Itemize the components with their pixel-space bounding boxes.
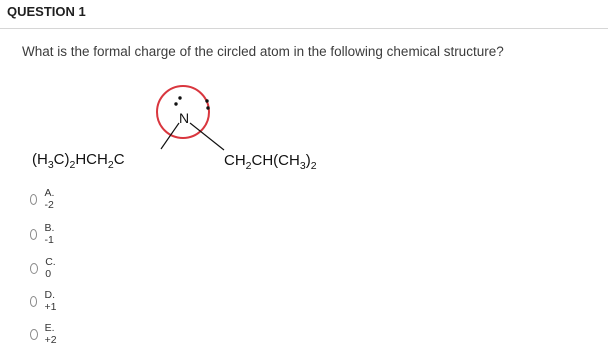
right-group-formula: $CH_2CH(CH_3)_2$ <box>224 152 317 172</box>
question-heading: QUESTION 1 <box>7 4 86 19</box>
lone-pair-dot <box>174 102 177 105</box>
option-c[interactable] <box>30 256 59 280</box>
lone-pair-dot <box>205 99 208 102</box>
option-label: E. +2 <box>44 322 57 346</box>
lone-pair-dot <box>178 96 181 99</box>
bond-right <box>190 123 224 150</box>
radio-button[interactable] <box>30 329 38 340</box>
bond-left <box>161 123 179 149</box>
option-e[interactable] <box>30 322 60 346</box>
option-d[interactable] <box>30 289 60 313</box>
option-label: D. +1 <box>44 289 57 313</box>
radio-button[interactable] <box>30 229 37 240</box>
circled-atom-label: N <box>179 110 190 126</box>
lone-pair-dot <box>206 106 209 109</box>
left-group-formula: $(H_3C)_2HCH_2C$ <box>32 151 125 171</box>
option-label: A. -2 <box>44 187 55 211</box>
option-a[interactable] <box>30 187 58 211</box>
option-b[interactable] <box>30 222 58 246</box>
option-label: B. -1 <box>44 222 55 246</box>
radio-button[interactable] <box>30 194 37 205</box>
radio-button[interactable] <box>30 263 38 274</box>
question-text: What is the formal charge of the circled atom in the following chemical structure? <box>22 44 504 59</box>
option-label: C. 0 <box>45 256 56 280</box>
radio-button[interactable] <box>30 296 37 307</box>
